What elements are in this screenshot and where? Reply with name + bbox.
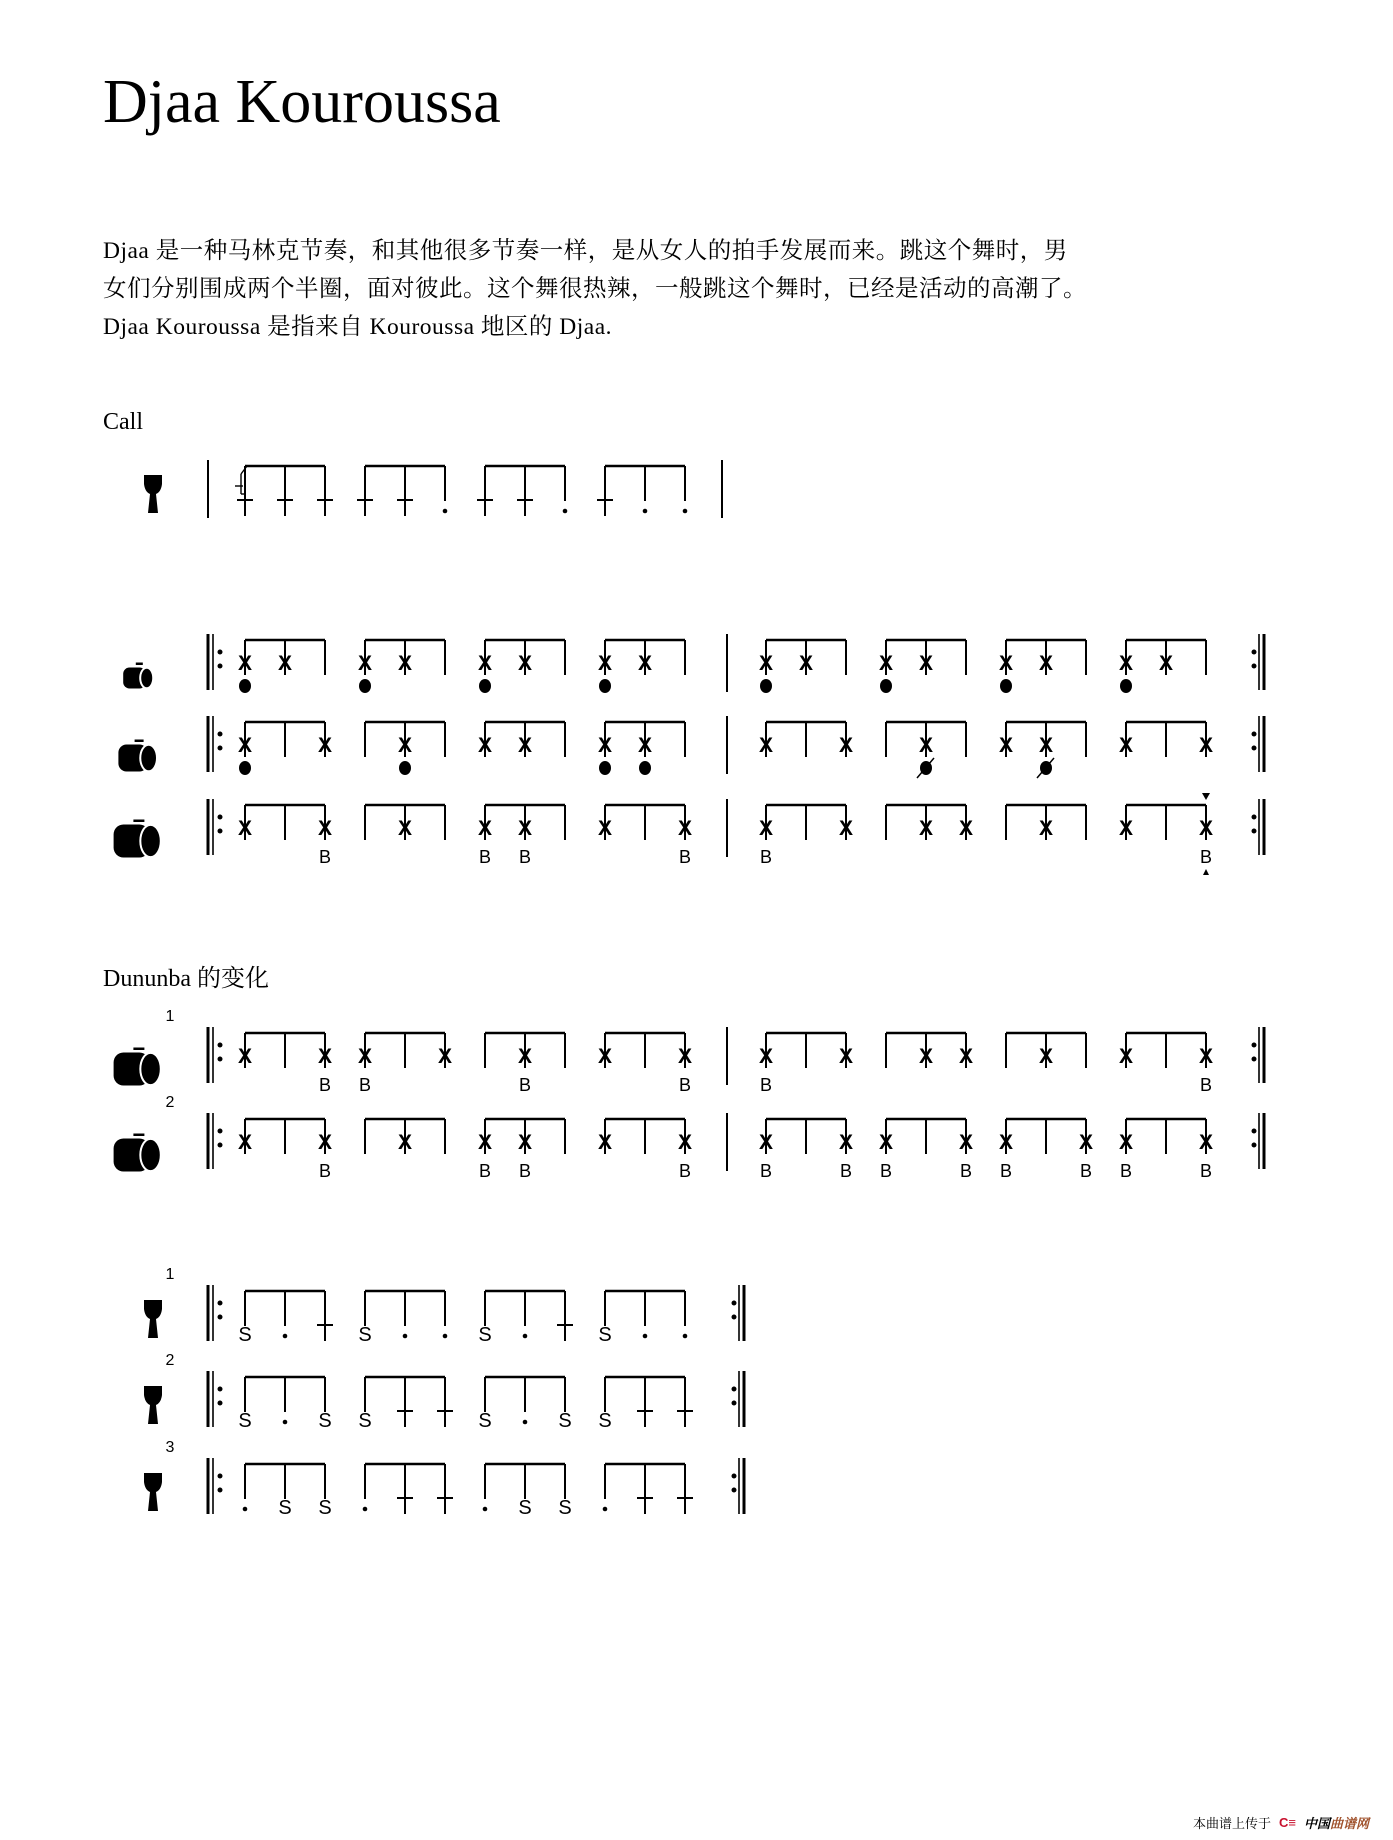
beat-group bbox=[365, 722, 445, 775]
beat-group bbox=[477, 466, 567, 516]
dununba-drum-icon bbox=[114, 820, 161, 858]
slap-note: S bbox=[478, 1410, 492, 1432]
beat-group bbox=[478, 1377, 571, 1432]
rest-dot bbox=[683, 509, 688, 514]
beat-group bbox=[478, 805, 565, 867]
beat-group bbox=[485, 1033, 565, 1095]
rest-dot bbox=[243, 1507, 248, 1512]
bell-stroke: X bbox=[1078, 1131, 1094, 1154]
repeat-dot bbox=[1252, 664, 1257, 669]
bell-stroke: X bbox=[1118, 1045, 1134, 1068]
site-logo-icon: C≡ bbox=[1278, 1815, 1296, 1830]
beat-group bbox=[597, 466, 687, 516]
bell-stroke: X bbox=[597, 1131, 613, 1154]
repeat-dot bbox=[218, 650, 223, 655]
slap-note: S bbox=[558, 1497, 572, 1519]
bell-stroke: X bbox=[517, 1045, 533, 1068]
beat-group bbox=[478, 722, 565, 757]
watermark bbox=[1193, 1813, 1369, 1832]
repeat-dot bbox=[218, 1401, 223, 1406]
beat-group bbox=[759, 722, 853, 757]
bell-stroke: X bbox=[918, 652, 934, 675]
bell-stroke: X bbox=[1198, 1045, 1214, 1068]
slap-note: S bbox=[318, 1497, 332, 1519]
bell-stroke: X bbox=[317, 1131, 333, 1154]
repeat-dot bbox=[732, 1488, 737, 1493]
bass-note: B bbox=[759, 847, 773, 867]
bell-stroke: X bbox=[397, 734, 413, 757]
beat-group bbox=[243, 1464, 332, 1519]
bell-stroke: X bbox=[998, 734, 1014, 757]
variation-number: 2 bbox=[165, 1352, 175, 1369]
bass-note: B bbox=[1199, 1161, 1213, 1181]
rhythm-row-kenkeni bbox=[123, 634, 1264, 693]
bell-stroke: X bbox=[597, 1045, 613, 1068]
rhythm-row-dununba-var-2 bbox=[114, 1094, 1264, 1181]
beat-group bbox=[478, 1119, 565, 1181]
bass-note: B bbox=[959, 1161, 973, 1181]
bell-stroke: X bbox=[1198, 734, 1214, 757]
repeat-dot bbox=[218, 1474, 223, 1479]
beat-group bbox=[365, 1119, 445, 1154]
intro-line: Djaa 是一种马林克节奏，和其他很多节奏一样，是从女人的拍手发展而来。跳这个舞时，男 bbox=[103, 238, 1068, 264]
bell-stroke: X bbox=[597, 734, 613, 757]
bell-stroke: X bbox=[1158, 652, 1174, 675]
bell-stroke: X bbox=[237, 652, 253, 675]
beat-group bbox=[238, 1377, 331, 1432]
rest-dot bbox=[523, 1334, 528, 1339]
slap-note: S bbox=[558, 1410, 572, 1432]
repeat-dot bbox=[218, 1043, 223, 1048]
bell-stroke: X bbox=[237, 817, 253, 840]
slap-note: S bbox=[358, 1410, 372, 1432]
bass-note: B bbox=[759, 1075, 773, 1095]
slap-note: S bbox=[318, 1410, 332, 1432]
variation-number: 1 bbox=[165, 1008, 175, 1025]
beat-group bbox=[358, 1291, 447, 1346]
beat-group bbox=[478, 1291, 573, 1346]
beat-group bbox=[1119, 1033, 1213, 1095]
page-title: Djaa Kouroussa bbox=[103, 68, 501, 136]
beat-group bbox=[238, 640, 325, 693]
bell-stroke: X bbox=[517, 734, 533, 757]
beat-group bbox=[598, 1119, 692, 1181]
beat-group bbox=[238, 1033, 332, 1095]
repeat-dot bbox=[732, 1301, 737, 1306]
repeat-dot bbox=[732, 1387, 737, 1392]
bell-stroke: X bbox=[958, 1131, 974, 1154]
beat-group bbox=[759, 1033, 853, 1095]
beat-group bbox=[999, 640, 1086, 693]
bell-stroke: X bbox=[838, 1045, 854, 1068]
bell-stroke: X bbox=[237, 1131, 253, 1154]
bass-note: B bbox=[1119, 1161, 1133, 1181]
repeat-dot bbox=[1252, 732, 1257, 737]
bass-note: B bbox=[318, 1161, 332, 1181]
djembe-icon bbox=[144, 1473, 162, 1511]
bell-stroke: X bbox=[918, 1045, 934, 1068]
open-stroke bbox=[599, 761, 611, 775]
beat-group bbox=[886, 722, 966, 778]
repeat-dot bbox=[218, 829, 223, 834]
bell-stroke: X bbox=[758, 817, 774, 840]
accent-marker bbox=[1203, 869, 1209, 875]
beat-group bbox=[358, 1033, 452, 1095]
bell-stroke: X bbox=[517, 817, 533, 840]
beat-group bbox=[598, 1377, 693, 1432]
slap-note: S bbox=[238, 1410, 252, 1432]
bell-stroke: X bbox=[1038, 734, 1054, 757]
bell-stroke: X bbox=[517, 652, 533, 675]
rhythm-row-call bbox=[144, 460, 722, 518]
bass-note: B bbox=[358, 1075, 372, 1095]
beat-group bbox=[759, 805, 853, 867]
rest-dot bbox=[363, 1507, 368, 1512]
bell-stroke: X bbox=[517, 1131, 533, 1154]
site-brand-suffix: 曲谱网 bbox=[1329, 1816, 1369, 1831]
bell-stroke: X bbox=[958, 1045, 974, 1068]
bell-stroke: X bbox=[758, 652, 774, 675]
rhythm-row-djembe-var-2 bbox=[144, 1352, 744, 1432]
bell-stroke: X bbox=[1198, 1131, 1214, 1154]
bell-stroke: X bbox=[357, 652, 373, 675]
bell-stroke: X bbox=[317, 1045, 333, 1068]
repeat-dot bbox=[218, 815, 223, 820]
bass-note: B bbox=[518, 847, 532, 867]
open-stroke bbox=[239, 761, 251, 775]
bell-stroke: X bbox=[878, 652, 894, 675]
open-stroke bbox=[239, 679, 251, 693]
section-label-call: Call bbox=[103, 409, 143, 435]
repeat-dot bbox=[218, 1301, 223, 1306]
open-stroke bbox=[1000, 679, 1012, 693]
beat-group bbox=[886, 805, 973, 840]
beat-group bbox=[999, 722, 1086, 778]
beat-group bbox=[235, 466, 333, 516]
open-stroke bbox=[880, 679, 892, 693]
bass-note: B bbox=[678, 1075, 692, 1095]
rest-dot bbox=[443, 1334, 448, 1339]
bass-note: B bbox=[518, 1161, 532, 1181]
rhythm-row-djembe-var-1 bbox=[144, 1266, 744, 1346]
beat-group bbox=[1006, 1033, 1086, 1068]
repeat-dot bbox=[1252, 650, 1257, 655]
bell-stroke: X bbox=[397, 1131, 413, 1154]
beat-group bbox=[603, 1464, 693, 1514]
beat-group bbox=[598, 722, 685, 775]
bass-note: B bbox=[318, 1075, 332, 1095]
rest-dot bbox=[563, 509, 568, 514]
bass-note: B bbox=[318, 847, 332, 867]
bell-stroke: X bbox=[477, 734, 493, 757]
beat-group bbox=[879, 640, 966, 693]
bass-note: B bbox=[999, 1161, 1013, 1181]
beat-group bbox=[759, 1119, 853, 1181]
repeat-dot bbox=[1252, 1043, 1257, 1048]
beat-group bbox=[358, 640, 445, 693]
bass-note: B bbox=[478, 847, 492, 867]
bell-stroke: X bbox=[1038, 817, 1054, 840]
beat-group bbox=[483, 1464, 572, 1519]
bell-stroke: X bbox=[477, 1131, 493, 1154]
rest-dot bbox=[643, 509, 648, 514]
rhythm-row-djembe-var-3 bbox=[144, 1439, 744, 1519]
kenkeni-drum-icon bbox=[123, 663, 153, 689]
bell-stroke: X bbox=[1118, 1131, 1134, 1154]
rest-dot bbox=[283, 1420, 288, 1425]
bell-stroke: X bbox=[958, 817, 974, 840]
beat-group bbox=[238, 1119, 332, 1181]
djembe-icon bbox=[144, 1300, 162, 1338]
beat-group bbox=[238, 722, 332, 775]
bell-stroke: X bbox=[237, 734, 253, 757]
bell-stroke: X bbox=[397, 817, 413, 840]
bell-stroke: X bbox=[357, 1045, 373, 1068]
djembe-icon bbox=[144, 475, 162, 513]
rhythm-row-dununba-var-1 bbox=[114, 1008, 1264, 1095]
slap-note: S bbox=[478, 1324, 492, 1346]
beat-group bbox=[1119, 1119, 1213, 1181]
slap-note: S bbox=[518, 1497, 532, 1519]
bell-stroke: X bbox=[838, 1131, 854, 1154]
bell-stroke: X bbox=[798, 652, 814, 675]
bell-stroke: X bbox=[758, 734, 774, 757]
rest-dot bbox=[683, 1334, 688, 1339]
repeat-dot bbox=[732, 1315, 737, 1320]
watermark-text: 本曲谱上传于 bbox=[1192, 1816, 1271, 1831]
beat-group bbox=[1006, 805, 1086, 840]
beat-group bbox=[357, 466, 447, 516]
repeat-dot bbox=[218, 1387, 223, 1392]
repeat-dot bbox=[218, 1057, 223, 1062]
open-stroke bbox=[760, 679, 772, 693]
rest-dot bbox=[403, 1334, 408, 1339]
bell-stroke: X bbox=[597, 817, 613, 840]
rest-dot bbox=[643, 1334, 648, 1339]
dununba-drum-icon bbox=[114, 1134, 161, 1172]
repeat-dot bbox=[218, 1315, 223, 1320]
beat-group bbox=[759, 640, 846, 693]
bell-stroke: X bbox=[237, 1045, 253, 1068]
bass-note: B bbox=[518, 1075, 532, 1095]
open-stroke bbox=[639, 761, 651, 775]
variation-number: 3 bbox=[165, 1439, 175, 1456]
bass-note: B bbox=[1079, 1161, 1093, 1181]
beat-group bbox=[358, 1377, 453, 1432]
accent-marker bbox=[1202, 793, 1210, 800]
bell-stroke: X bbox=[918, 817, 934, 840]
djembe-icon bbox=[144, 1386, 162, 1424]
bass-note: B bbox=[759, 1161, 773, 1181]
beat-group bbox=[1119, 640, 1206, 693]
bell-stroke: X bbox=[677, 1131, 693, 1154]
beat-group bbox=[1119, 793, 1213, 875]
bell-stroke: X bbox=[397, 652, 413, 675]
beat-group bbox=[999, 1119, 1093, 1181]
open-stroke bbox=[479, 679, 491, 693]
bell-stroke: X bbox=[317, 734, 333, 757]
beat-group bbox=[1119, 722, 1213, 757]
bell-stroke: X bbox=[1118, 817, 1134, 840]
bell-stroke: X bbox=[1118, 652, 1134, 675]
bell-stroke: X bbox=[1198, 817, 1214, 840]
bell-stroke: X bbox=[477, 652, 493, 675]
open-stroke bbox=[599, 679, 611, 693]
repeat-dot bbox=[218, 664, 223, 669]
slap-note: S bbox=[358, 1324, 372, 1346]
bass-note: B bbox=[678, 1161, 692, 1181]
rest-dot bbox=[603, 1507, 608, 1512]
bell-stroke: X bbox=[1038, 652, 1054, 675]
beat-group bbox=[365, 805, 445, 840]
beat-group bbox=[886, 1033, 973, 1068]
bell-stroke: X bbox=[918, 734, 934, 757]
bass-note: B bbox=[678, 847, 692, 867]
repeat-dot bbox=[1252, 1129, 1257, 1134]
dununba-drum-icon bbox=[114, 1048, 161, 1086]
repeat-dot bbox=[218, 1129, 223, 1134]
bell-stroke: X bbox=[437, 1045, 453, 1068]
bell-stroke: X bbox=[597, 652, 613, 675]
bell-stroke: X bbox=[998, 1131, 1014, 1154]
bell-stroke: X bbox=[758, 1045, 774, 1068]
bass-note: B bbox=[1199, 847, 1213, 867]
bell-stroke: X bbox=[878, 1131, 894, 1154]
bell-stroke: X bbox=[317, 817, 333, 840]
repeat-dot bbox=[218, 1488, 223, 1493]
repeat-dot bbox=[732, 1474, 737, 1479]
bass-note: B bbox=[839, 1161, 853, 1181]
bell-stroke: X bbox=[477, 817, 493, 840]
rhythm-row-sangban bbox=[118, 716, 1264, 778]
open-stroke bbox=[1120, 679, 1132, 693]
bell-stroke: X bbox=[1038, 1045, 1054, 1068]
beat-group bbox=[598, 1033, 692, 1095]
beat-group bbox=[238, 1291, 333, 1346]
repeat-dot bbox=[1252, 815, 1257, 820]
rest-dot bbox=[443, 509, 448, 514]
repeat-dot bbox=[218, 732, 223, 737]
slap-note: S bbox=[278, 1497, 292, 1519]
repeat-dot bbox=[218, 1143, 223, 1148]
bell-stroke: X bbox=[677, 1045, 693, 1068]
bell-stroke: X bbox=[277, 652, 293, 675]
open-stroke bbox=[359, 679, 371, 693]
beat-group bbox=[238, 805, 332, 867]
bell-stroke: X bbox=[637, 734, 653, 757]
bass-note: B bbox=[1199, 1075, 1213, 1095]
bell-stroke: X bbox=[637, 652, 653, 675]
beat-group bbox=[598, 805, 692, 867]
intro-line: 女们分别围成两个半圈，面对彼此。这个舞很热辣，一般跳这个舞时，已经是活动的高潮了。 bbox=[103, 276, 1087, 302]
slap-note: S bbox=[598, 1410, 612, 1432]
open-stroke bbox=[399, 761, 411, 775]
beat-group bbox=[598, 640, 685, 693]
bell-stroke: X bbox=[677, 817, 693, 840]
beat-group bbox=[478, 640, 565, 693]
bell-stroke: X bbox=[838, 817, 854, 840]
section-label-dununba-variations: Dununba 的变化 bbox=[103, 966, 269, 992]
site-brand: 中国 bbox=[1303, 1816, 1330, 1831]
repeat-dot bbox=[732, 1401, 737, 1406]
bell-stroke: X bbox=[1118, 734, 1134, 757]
bell-stroke: X bbox=[998, 652, 1014, 675]
repeat-dot bbox=[218, 746, 223, 751]
rest-dot bbox=[483, 1507, 488, 1512]
repeat-dot bbox=[1252, 746, 1257, 751]
variation-number: 1 bbox=[165, 1266, 175, 1283]
slap-note: S bbox=[598, 1324, 612, 1346]
repeat-dot bbox=[1252, 1057, 1257, 1062]
variation-number: 2 bbox=[165, 1094, 175, 1111]
intro-line: Djaa Kouroussa 是指来自 Kouroussa 地区的 Djaa. bbox=[103, 314, 613, 340]
repeat-dot bbox=[1252, 1143, 1257, 1148]
rest-dot bbox=[283, 1334, 288, 1339]
rhythm-row-dununba bbox=[114, 793, 1264, 875]
sangban-drum-icon bbox=[118, 740, 157, 772]
beat-group bbox=[598, 1291, 687, 1346]
repeat-dot bbox=[1252, 829, 1257, 834]
bell-stroke: X bbox=[758, 1131, 774, 1154]
bass-note: B bbox=[879, 1161, 893, 1181]
bell-stroke: X bbox=[838, 734, 854, 757]
slap-note: S bbox=[238, 1324, 252, 1346]
beat-group bbox=[879, 1119, 973, 1181]
rest-dot bbox=[523, 1420, 528, 1425]
beat-group bbox=[363, 1464, 453, 1514]
bass-note: B bbox=[478, 1161, 492, 1181]
